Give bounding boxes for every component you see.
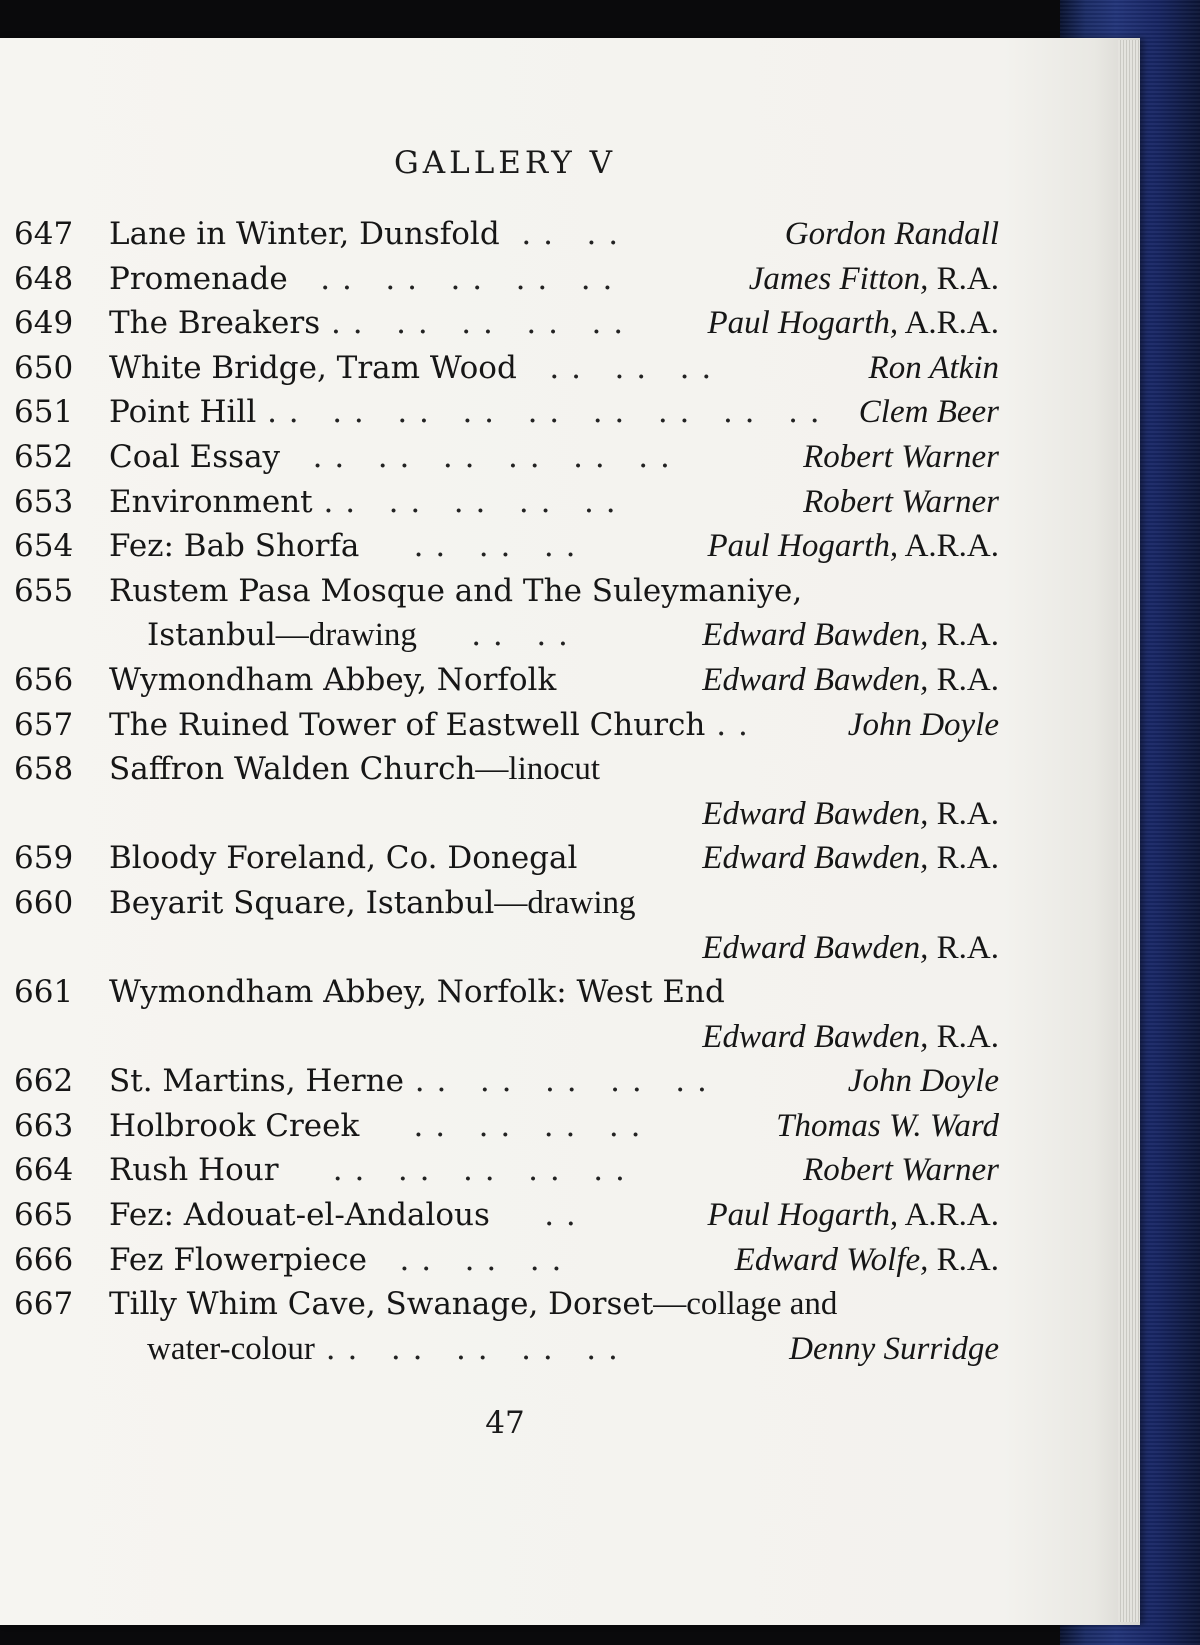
entry-artist (803, 480, 999, 525)
catalogue-entry (14, 747, 999, 792)
catalogue-entry (14, 792, 999, 837)
artist-honours: R.A. (928, 617, 999, 654)
entry-title (109, 480, 617, 525)
entry-artist (702, 926, 999, 971)
entry-artist (707, 524, 999, 569)
artist-name: James Fitton, (748, 260, 929, 297)
entry-medium: —collage and (653, 1286, 838, 1323)
artist-name: Edward Wolfe, (734, 1241, 929, 1278)
entry-title (109, 212, 619, 257)
artist-name: Ron Atkin (868, 349, 999, 386)
artist-name: Robert Warner (803, 483, 999, 520)
catalogue-entry (14, 881, 999, 926)
entry-number: 661 (14, 974, 74, 1011)
catalogue-entry (14, 480, 999, 525)
entry-medium: —linocut (475, 751, 601, 788)
leader-dots: . . (705, 706, 749, 743)
artist-honours: R.A. (928, 929, 999, 966)
artist-name: Edward Bawden, (702, 1018, 929, 1055)
catalogue-entry (14, 346, 999, 391)
artist-honours: R.A. (928, 661, 999, 698)
artist-honours: R.A. (928, 1018, 999, 1055)
artist-honours: R.A. (928, 840, 999, 877)
page-number: 47 (485, 1405, 525, 1441)
entry-artist (869, 346, 999, 391)
entry-title-text: Wymondham Abbey, Norfolk (109, 661, 557, 698)
entry-artist (702, 658, 999, 703)
entry-title-text: Point Hill (109, 394, 257, 431)
leader-dots: . . . . . . . . . . . . (280, 438, 671, 475)
entry-medium: —drawing (494, 884, 636, 921)
entry-artist (785, 212, 999, 257)
entry-artist (749, 257, 999, 302)
catalogue-entry (14, 569, 999, 614)
leader-dots: . . . . . . (366, 1241, 563, 1278)
entry-medium: —drawing (275, 617, 417, 654)
artist-name: Edward Bawden, (702, 929, 929, 966)
entry-number: 647 (14, 216, 74, 252)
entry-artist (707, 1193, 999, 1238)
catalogue-entry (14, 390, 999, 435)
catalogue-entry (14, 1059, 999, 1104)
entry-title (109, 1238, 562, 1283)
catalogue-entry (14, 435, 999, 480)
entry-title (109, 703, 749, 748)
artist-honours: A.R.A. (898, 1197, 999, 1234)
entry-title (109, 1059, 708, 1104)
artist-name: Paul Hogarth, (707, 528, 899, 565)
entry-title (109, 836, 577, 881)
entry-title-text: Fez Flowerpiece (109, 1241, 367, 1278)
entry-artist (848, 1059, 999, 1104)
artist-honours: R.A. (928, 1241, 999, 1278)
artist-name: John Doyle (847, 1063, 999, 1100)
entry-number: 650 (14, 349, 74, 386)
entry-title-text: Coal Essay (109, 438, 281, 475)
entry-title-text: Rush Hour (109, 1152, 279, 1189)
entry-title-text: Istanbul (147, 617, 276, 654)
leader-dots: . . . . . . . . . . (278, 1152, 626, 1189)
leader-dots: . . . . . . . . . . (314, 1330, 619, 1367)
entry-title-text: Environment (109, 483, 313, 520)
leader-dots: . . (489, 1197, 577, 1234)
entry-number: 648 (14, 260, 74, 297)
entry-artist (702, 836, 999, 881)
catalogue-entry (14, 524, 999, 569)
entry-title-text: Holbrook Creek (109, 1107, 360, 1144)
entry-number: 660 (14, 884, 74, 921)
catalogue-entry (14, 1193, 999, 1238)
entry-artist (702, 1015, 999, 1060)
entry-title-text: Rustem Pasa Mosque and The Suleymaniye, (109, 572, 803, 609)
leader-dots: . . . . . . (516, 349, 713, 386)
entry-title (109, 1104, 641, 1149)
leader-dots: . . . . . . . . . . (403, 1063, 708, 1100)
entry-number: 659 (14, 840, 74, 877)
entry-title (109, 301, 624, 346)
artist-honours: R.A. (928, 260, 999, 297)
catalogue-entries (14, 212, 999, 1371)
artist-name: Thomas W. Ward (776, 1107, 999, 1144)
entry-number: 649 (14, 305, 74, 342)
entry-artist (702, 613, 999, 658)
artist-name: Paul Hogarth, (707, 305, 899, 342)
entry-artist (735, 1238, 999, 1283)
catalogue-entry (14, 301, 999, 346)
entry-title-text: Beyarit Square, Istanbul (109, 884, 495, 921)
page-edges (1118, 40, 1140, 1622)
catalogue-entry (14, 1148, 999, 1193)
artist-name: Gordon Randall (784, 216, 999, 252)
entry-artist (803, 1148, 999, 1193)
catalogue-entry (14, 970, 999, 1015)
entry-title-text: Bloody Foreland, Co. Donegal (109, 840, 578, 877)
catalogue-entry (14, 1104, 999, 1149)
entry-number: 662 (14, 1063, 74, 1100)
entry-title (109, 346, 712, 391)
entry-number: 667 (14, 1286, 74, 1323)
catalogue-entry (14, 257, 999, 302)
entry-title (109, 390, 821, 435)
artist-name: Edward Bawden, (702, 795, 929, 832)
entry-number: 651 (14, 394, 74, 431)
leader-dots: . . . . (416, 617, 569, 654)
entry-number: 658 (14, 751, 74, 788)
artist-honours: A.R.A. (898, 528, 999, 565)
leader-dots: . . . . (499, 216, 620, 252)
artist-name: Paul Hogarth, (707, 1197, 899, 1234)
entry-title-text: White Bridge, Tram Wood (109, 349, 517, 386)
entry-title (109, 569, 802, 614)
entry-title-text: The Ruined Tower of Eastwell Church (109, 706, 706, 743)
artist-name: John Doyle (847, 706, 999, 743)
entry-artist (707, 301, 999, 346)
entry-title (109, 1282, 837, 1327)
entry-title (109, 257, 613, 302)
leader-dots: . . . . . . . . . . (312, 483, 617, 520)
leader-dots: . . . . . . . . . . (320, 305, 625, 342)
entry-artist (776, 1104, 999, 1149)
entry-artist (702, 792, 999, 837)
artist-name: Edward Bawden, (702, 840, 929, 877)
artist-honours: A.R.A. (898, 305, 999, 342)
artist-honours: R.A. (928, 795, 999, 832)
artist-name: Robert Warner (803, 1152, 999, 1189)
catalogue-entry (14, 1282, 999, 1327)
entry-number: 664 (14, 1152, 74, 1189)
entry-title-text: Promenade (109, 260, 288, 297)
entry-title (109, 435, 671, 480)
entry-number: 656 (14, 661, 74, 698)
entry-title (109, 747, 600, 792)
artist-name: Denny Surridge (789, 1330, 999, 1367)
entry-title (109, 658, 556, 703)
catalogue-entry (14, 926, 999, 971)
entry-title (147, 613, 569, 658)
entry-artist (848, 703, 999, 748)
entry-number: 663 (14, 1107, 74, 1144)
catalogue-entry (14, 658, 999, 703)
artist-name: Edward Bawden, (702, 661, 929, 698)
artist-name: Robert Warner (803, 438, 999, 475)
entry-medium: water-colour (147, 1330, 315, 1367)
catalogue-entry (14, 1015, 999, 1060)
entry-title-text: The Breakers (109, 305, 321, 342)
leader-dots: . . . . . . . . (359, 1107, 642, 1144)
entry-title-text: Lane in Winter, Dunsfold (109, 216, 500, 252)
entry-number: 665 (14, 1197, 74, 1234)
catalogue-entry (14, 212, 999, 257)
entry-title-text: Fez: Adouat-el-Andalous (109, 1197, 490, 1234)
entry-title (109, 524, 577, 569)
entry-number: 652 (14, 438, 74, 475)
entry-title (109, 1193, 577, 1238)
artist-name: Edward Bawden, (702, 617, 929, 654)
entry-title-text: Wymondham Abbey, Norfolk: West End (109, 974, 725, 1011)
entry-title (109, 1148, 626, 1193)
entry-number: 653 (14, 483, 74, 520)
catalogue-entry (14, 703, 999, 748)
catalogue-entry (14, 613, 999, 658)
entry-artist (789, 1327, 999, 1372)
catalogue-entry (14, 836, 999, 881)
artist-name: Clem Beer (858, 394, 999, 431)
entry-title (147, 1327, 619, 1372)
leader-dots: . . . . . . (359, 528, 577, 565)
leader-dots: . . . . . . . . . . . . . . . . . . (256, 394, 821, 431)
entry-title (109, 881, 636, 926)
gallery-heading: GALLERY V (393, 145, 617, 181)
entry-number: 666 (14, 1241, 74, 1278)
leader-dots: . . . . . . . . . . (287, 260, 614, 297)
entry-number: 655 (14, 572, 74, 609)
entry-artist (859, 390, 999, 435)
entry-artist (803, 435, 999, 480)
entry-title-text: Fez: Bab Shorfa (109, 528, 360, 565)
entry-number: 654 (14, 528, 74, 565)
entry-title-text: St. Martins, Herne (109, 1063, 404, 1100)
catalogue-entry (14, 1238, 999, 1283)
entry-title-text: Saffron Walden Church (109, 751, 476, 788)
entry-title-text: Tilly Whim Cave, Swanage, Dorset (109, 1286, 654, 1323)
entry-number: 657 (14, 706, 74, 743)
entry-title (109, 970, 725, 1015)
catalogue-entry (14, 1327, 999, 1372)
